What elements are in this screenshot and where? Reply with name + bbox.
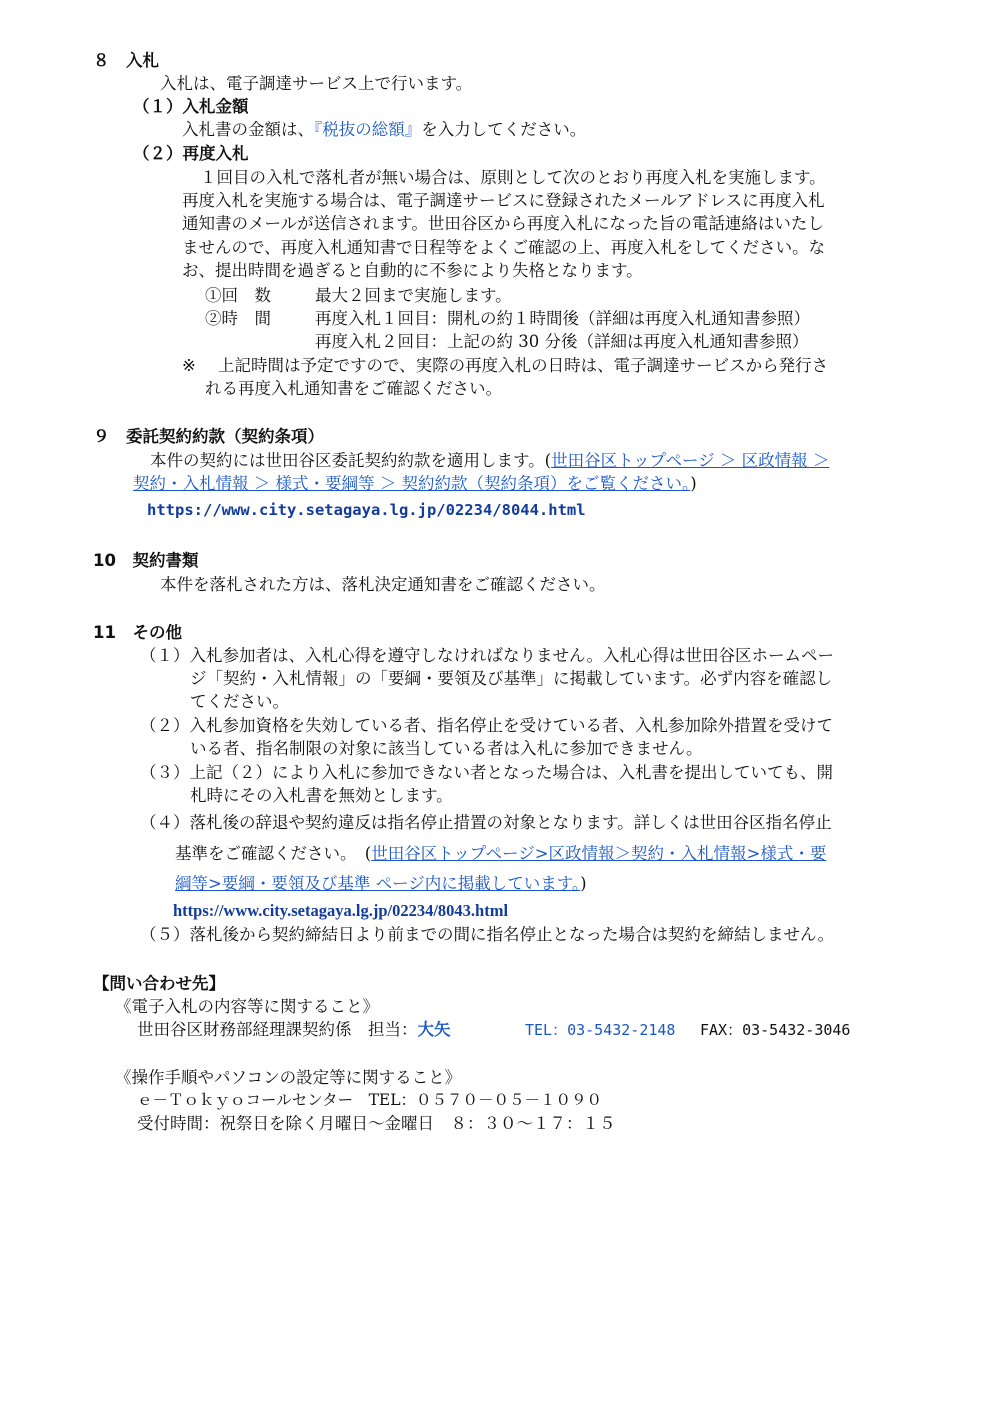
- contract-terms-url[interactable]: https://www.city.setagaya.lg.jp/02234/8044.html: [147, 501, 586, 519]
- contract-terms-link[interactable]: 世田谷区トップページ ＞ 区政情報 ＞: [551, 451, 830, 470]
- suspension-standards-link[interactable]: 世田谷区トップページ>区政情報＞契約・入札情報>様式・要: [371, 844, 827, 863]
- rebid-count-label: ①回 数: [205, 286, 271, 305]
- contact-subheading: 《電子入札の内容等に関すること》: [115, 997, 379, 1016]
- section-8-2-line: お、提出時間を過ぎると自動的に不参により失格となります。: [182, 261, 643, 280]
- note-mark: ※: [182, 356, 196, 375]
- section-11-item: （３）上記（２）により入札に参加できない者となった場合は、入札書を提出していても、開: [140, 763, 833, 782]
- section-11-item: 基準をご確認ください。 (世田谷区トップページ>区政情報＞契約・入札情報>様式・要: [175, 844, 827, 863]
- section-11-item: いる者、指名制限の対象に該当している者は入札に参加できません。: [190, 739, 703, 758]
- section-8-1-heading: （１）入札金額: [133, 97, 249, 116]
- call-center: ｅ－Ｔｏｋｙｏコールセンター TEL：０５７０－０５－１０９０: [137, 1091, 603, 1109]
- rebid-time-value: 再度入札１回目：開札の約１時間後（詳細は再度入札通知書参照）: [315, 309, 810, 328]
- contact-fax: FAX：03-5432-3046: [700, 1021, 851, 1039]
- section-11-item: （２）入札参加資格を失効している者、指名停止を受けている者、入札参加除外措置を受けて: [140, 716, 833, 735]
- rebid-time-value: 再度入札２回目：上記の約 30 分後（詳細は再度入札通知書参照）: [315, 332, 809, 351]
- section-8-heading: ８ 入札: [93, 51, 159, 70]
- section-9-text: 本件の契約には世田谷区委託契約約款を適用します。(世田谷区トップページ ＞ 区政情報 ＞: [150, 451, 830, 470]
- rebid-time-label: ②時 間: [205, 309, 271, 328]
- contact-subheading: 《操作手順やパソコンの設定等に関すること》: [115, 1068, 462, 1087]
- section-8-intro: 入札は、電子調達サービス上で行います。: [160, 74, 473, 93]
- section-8-1-text: 入札書の金額は、『税抜の総額』を入力してください。: [182, 120, 587, 139]
- rebid-count-value: 最大２回まで実施します。: [315, 286, 512, 305]
- section-11-item: ジ「契約・入札情報」の「要綱・要領及び基準」に掲載しています。必ず内容を確認し: [190, 669, 833, 688]
- section-9-text: 契約・入札情報 ＞ 様式・要綱等 ＞ 契約約款（契約条項）をご覧ください。): [133, 474, 697, 493]
- section-9-heading: ９ 委託契約約款（契約条項）: [93, 427, 324, 446]
- contact-dept: 世田谷区財務部経理課契約係 担当：大矢: [137, 1020, 451, 1039]
- section-8-2-line: １回目の入札で落札者が無い場合は、原則として次のとおり再度入札を実施します。: [200, 168, 826, 187]
- section-11-item: （４）落札後の辞退や契約違反は指名停止措置の対象となります。詳しくは世田谷区指名停止: [140, 813, 832, 832]
- note-text: 上記時間は予定ですので、実際の再度入札の日時は、電子調達サービスから発行さ: [218, 356, 829, 375]
- contact-heading: 【問い合わせ先】: [93, 974, 225, 993]
- section-11-item: （５）落札後から契約締結日より前までの間に指名停止となった場合は契約を締結しません。: [140, 925, 834, 944]
- contract-terms-link[interactable]: 契約・入札情報 ＞ 様式・要綱等 ＞ 契約約款（契約条項）をご覧ください。: [133, 474, 691, 493]
- tax-excluded-highlight: 『税抜の総額』: [314, 120, 422, 139]
- section-11-item: てください。: [190, 692, 289, 711]
- suspension-standards-url[interactable]: https://www.city.setagaya.lg.jp/02234/8043.html: [173, 901, 509, 920]
- section-8-2-line: 通知書のメールが送信されます。世田谷区から再度入札になった旨の電話連絡はいたし: [182, 214, 824, 233]
- section-10-text: 本件を落札された方は、落札決定通知書をご確認ください。: [160, 575, 606, 594]
- section-11-heading: 11 その他: [93, 623, 182, 642]
- contact-person: 大矢: [417, 1020, 451, 1039]
- suspension-standards-link[interactable]: 綱等>要綱・要領及び基準 ページ内に掲載しています。: [175, 874, 581, 893]
- section-8-2-line: ませんので、再度入札通知書で日程等をよくご確認の上、再度入札をしてください。な: [182, 238, 826, 257]
- call-center-hours: 受付時間：祝祭日を除く月曜日～金曜日 ８：３０～１７：１５: [137, 1114, 616, 1133]
- section-11-item: 綱等>要綱・要領及び基準 ページ内に掲載しています。): [175, 874, 587, 893]
- section-8-2-heading: （２）再度入札: [133, 144, 249, 163]
- section-8-2-line: 再度入札を実施する場合は、電子調達サービスに登録されたメールアドレスに再度入札: [182, 191, 825, 210]
- section-11-item: （１）入札参加者は、入札心得を遵守しなければなりません。入札心得は世田谷区ホームペー: [140, 646, 834, 665]
- contact-tel: TEL：03-5432-2148: [525, 1021, 676, 1039]
- section-10-heading: 10 契約書類: [93, 551, 199, 570]
- note-text: れる再度入札通知書をご確認ください。: [205, 379, 502, 398]
- section-11-item: 札時にその入札書を無効とします。: [190, 786, 453, 805]
